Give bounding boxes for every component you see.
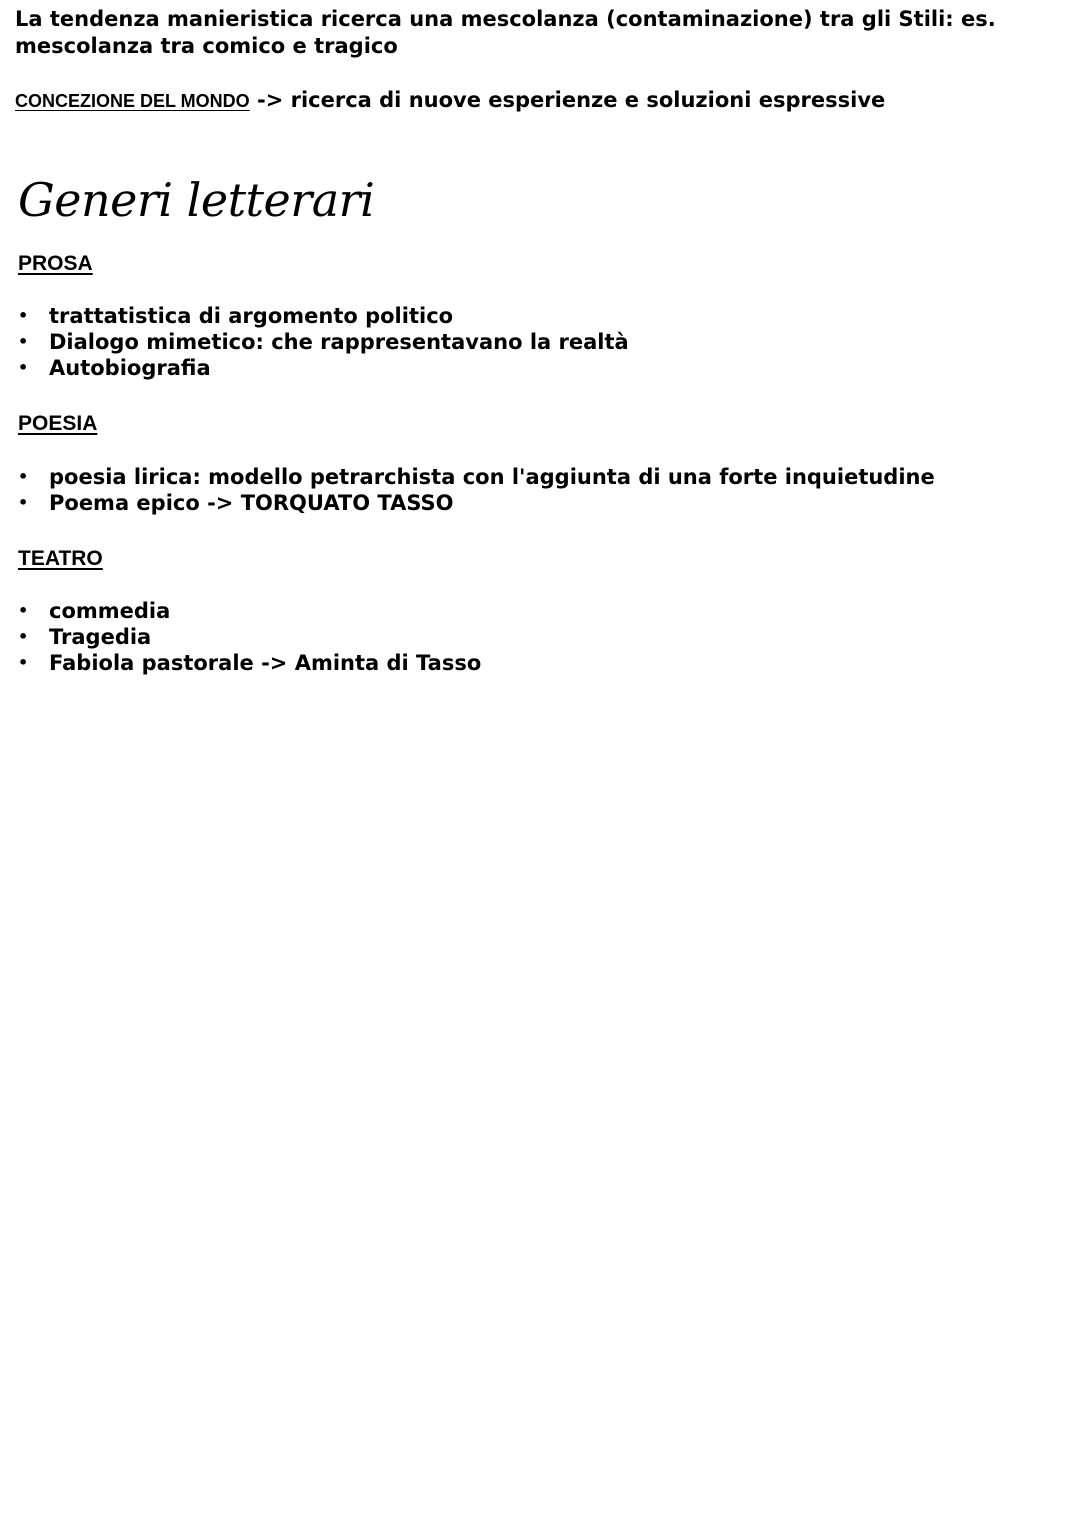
- list-item: • Tragedia: [18, 624, 481, 650]
- list-item: • Autobiografia: [18, 355, 629, 381]
- list-item: • Poema epico -> TORQUATO TASSO: [18, 490, 935, 516]
- page-title: Generi letterari: [18, 173, 375, 227]
- list-item: • commedia: [18, 598, 481, 624]
- list-item: • poesia lirica: modello petrarchista con l'aggiunta di una forte inquietudine: [18, 464, 935, 490]
- section-heading-prosa: PROSA: [18, 252, 93, 275]
- bullet-list-prosa: [18, 303, 629, 381]
- section-heading-teatro: TEATRO: [18, 547, 103, 570]
- section-heading-poesia: POESIA: [18, 412, 98, 435]
- concept-label: CONCEZIONE DEL MONDO: [15, 91, 250, 111]
- concept-line: [15, 86, 1060, 115]
- list-item: • trattatistica di argomento politico: [18, 303, 629, 329]
- list-item: • Fabiola pastorale -> Aminta di Tasso: [18, 650, 481, 676]
- concept-text: -> ricerca di nuove esperienze e soluzioni espressive: [249, 88, 886, 112]
- intro-paragraph: La tendenza manieristica ricerca una mescolanza (contaminazione) tra gli Stili: es. mescolanza tra comico e tragico: [15, 7, 996, 58]
- bullet-list-teatro: [18, 598, 481, 676]
- list-item: • Dialogo mimetico: che rappresentavano la realtà: [18, 329, 629, 355]
- bullet-list-poesia: [18, 464, 935, 516]
